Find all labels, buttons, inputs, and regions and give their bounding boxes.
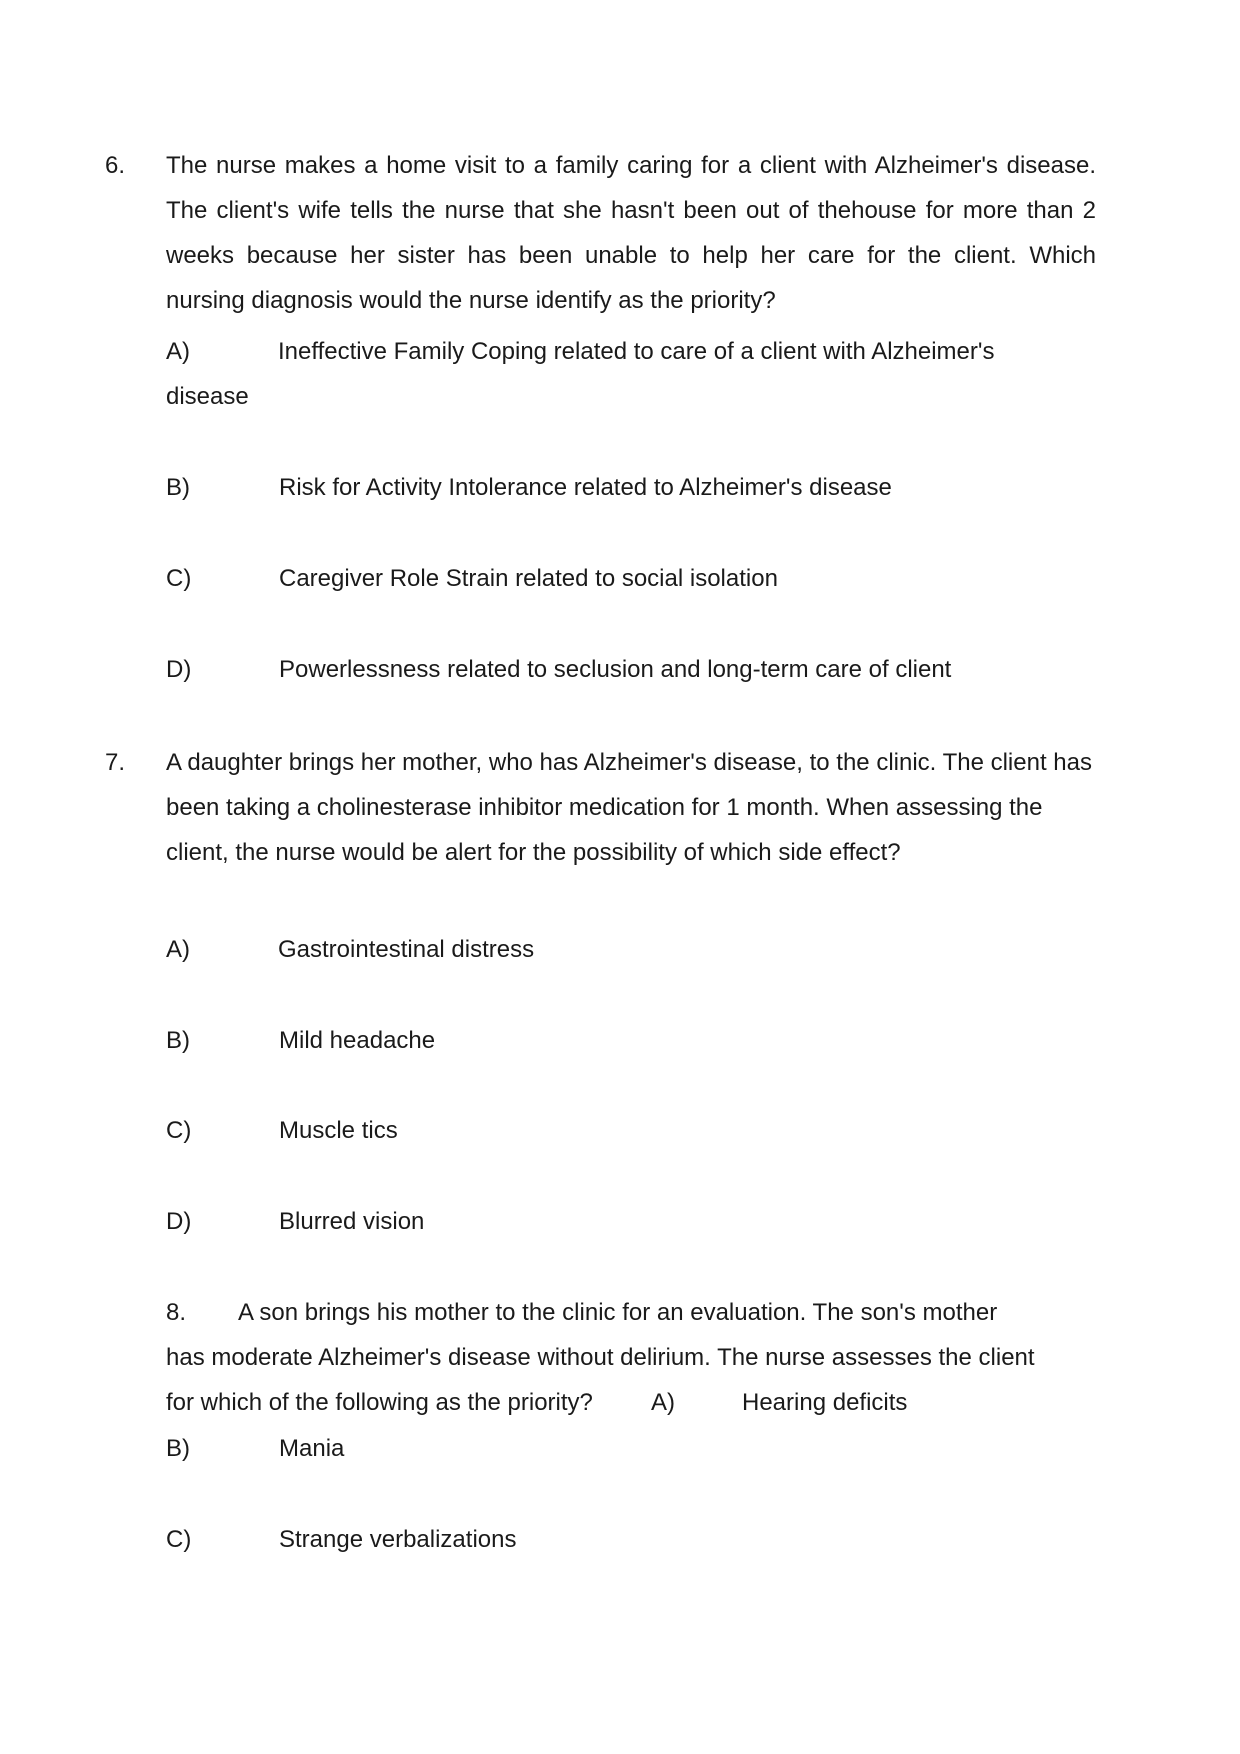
- question-number: 6.: [105, 152, 126, 179]
- option-letter: D): [166, 656, 192, 683]
- option-letter: B): [166, 1435, 190, 1462]
- option-text: Blurred vision: [279, 1208, 425, 1235]
- question-number: 8.: [166, 1299, 187, 1326]
- option-text: Ineffective Family Coping related to care of a client with Alzheimer's: [278, 338, 995, 365]
- option-letter: C): [166, 565, 192, 592]
- option-letter: A): [166, 936, 190, 963]
- option-letter: D): [166, 1208, 192, 1235]
- question-stem: The nurse makes a home visit to a family caring for a client with Alzheimer's disease. The client's wife tells the nurse that she hasn't been out of thehouse for more than 2 weeks because her sister has been unable to help her care for the client. Which nursing diagnosis would the nurse identify as the priority?: [166, 152, 1096, 314]
- question-stem-line-1: A son brings his mother to the clinic for an evaluation. The son's mother: [238, 1299, 998, 1326]
- option-text: Hearing deficits: [742, 1389, 908, 1416]
- question-stem-line-3: for which of the following as the priority?: [166, 1389, 593, 1416]
- option-text: Mania: [279, 1435, 345, 1462]
- option-text-continued: disease: [166, 383, 249, 410]
- option-text: Muscle tics: [279, 1117, 398, 1144]
- option-text: Risk for Activity Intolerance related to Alzheimer's disease: [279, 474, 892, 501]
- option-letter: C): [166, 1526, 192, 1553]
- option-text: Gastrointestinal distress: [278, 936, 535, 963]
- option-text: Strange verbalizations: [279, 1526, 517, 1553]
- option-letter: A): [166, 338, 190, 365]
- question-stem-line-2: has moderate Alzheimer's disease without delirium. The nurse assesses the client: [166, 1344, 1035, 1371]
- option-text: Caregiver Role Strain related to social isolation: [279, 565, 778, 592]
- option-letter: B): [166, 474, 190, 501]
- question-number: 7.: [105, 749, 126, 776]
- option-letter: B): [166, 1027, 190, 1054]
- option-text: Mild headache: [279, 1027, 436, 1054]
- option-letter: C): [166, 1117, 192, 1144]
- option-text: Powerlessness related to seclusion and long-term care of client: [279, 656, 952, 683]
- option-letter: A): [651, 1389, 675, 1416]
- question-stem: A daughter brings her mother, who has Alzheimer's disease, to the clinic. The client has been taking a cholinesterase inhibitor medication for 1 month. When assessing the client, the nurse would be alert for the possibility of which side effect?: [166, 749, 1092, 866]
